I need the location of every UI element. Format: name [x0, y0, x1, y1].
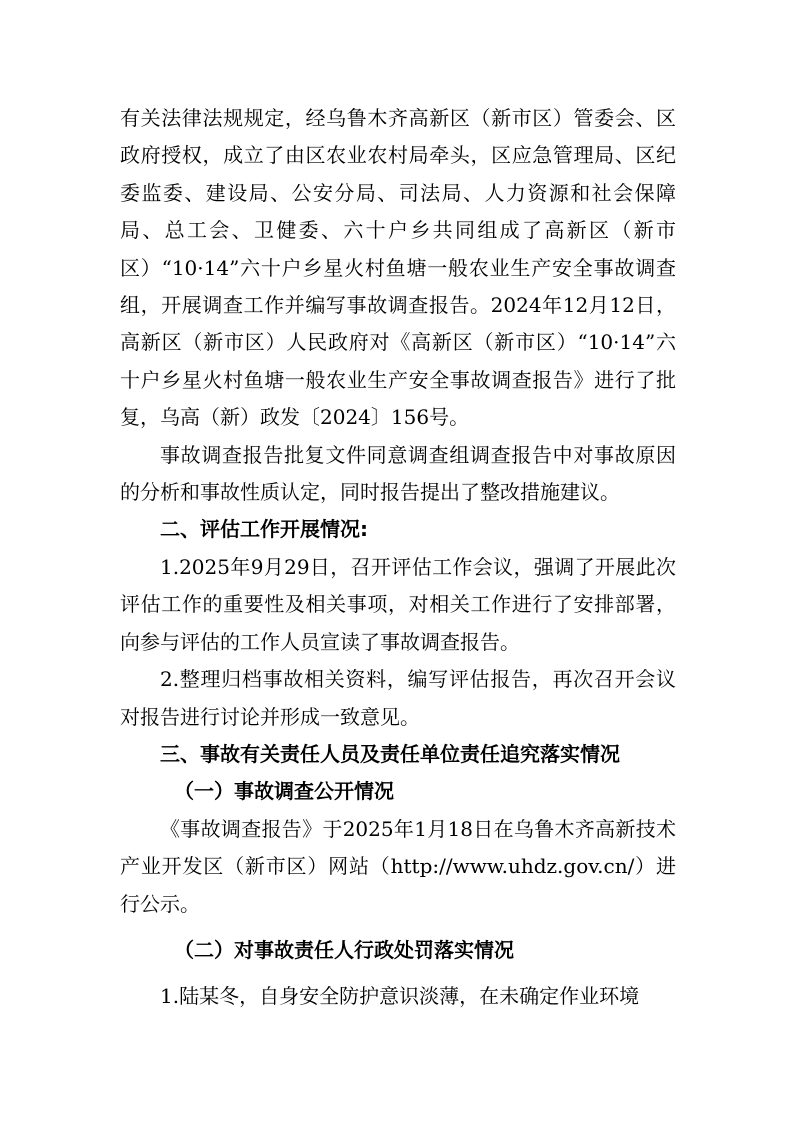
paragraph-approval-summary: 事故调查报告批复文件同意调查组调查报告中对事故原因的分析和事故性质认定，同时报告提出了整改措施建议。	[120, 442, 676, 505]
heading-evaluation-work: 二、评估工作开展情况:	[160, 517, 368, 542]
paragraph-evaluation-meeting: 1.2025年9月29日，召开评估工作会议，强调了开展此次评估工作的重要性及相关事项，对相关工作进行了安排部署，向参与评估的工作人员宣读了事故调查报告。	[120, 554, 676, 654]
paragraph-disclosure-details: 《事故调查报告》于2025年1月18日在乌鲁木齐高新技术产业开发区（新市区）网站（http://www.uhdz.gov.cn/）进行公示。	[120, 816, 676, 916]
document-body	[120, 100, 676, 1016]
heading-investigation-disclosure: （一）事故调查公开情况	[174, 779, 394, 804]
heading-administrative-penalty: （二）对事故责任人行政处罚落实情况	[174, 937, 514, 962]
paragraph-investigation-team: 有关法律法规规定，经乌鲁木齐高新区（新市区）管委会、区政府授权，成立了由区农业农村局牵头，区应急管理局、区纪委监委、建设局、公安分局、司法局、人力资源和社会保障局、总工会、卫健委、六十户乡共同组成了高新区（新市区）“10·14”六十户乡星火村鱼塘一般农业生产安全事故调查组，开展调查工作并编写事故调查报告。2024年12月12日，高新区（新市区）人民政府对《高新区（新市区）“10·14”六十户乡星火村鱼塘一般农业生产安全事故调查报告》进行了批复，乌高（新）政发〔2024〕156号。	[120, 106, 676, 430]
paragraph-evaluation-report: 2.整理归档事故相关资料，编写评估报告，再次召开会议对报告进行讨论并形成一致意见。	[120, 667, 676, 729]
heading-accountability: 三、事故有关责任人员及责任单位责任追究落实情况	[160, 741, 620, 766]
paragraph-penalty-item-1: 1.陆某冬，自身安全防护意识淡薄，在未确定作业环境	[160, 984, 640, 1009]
